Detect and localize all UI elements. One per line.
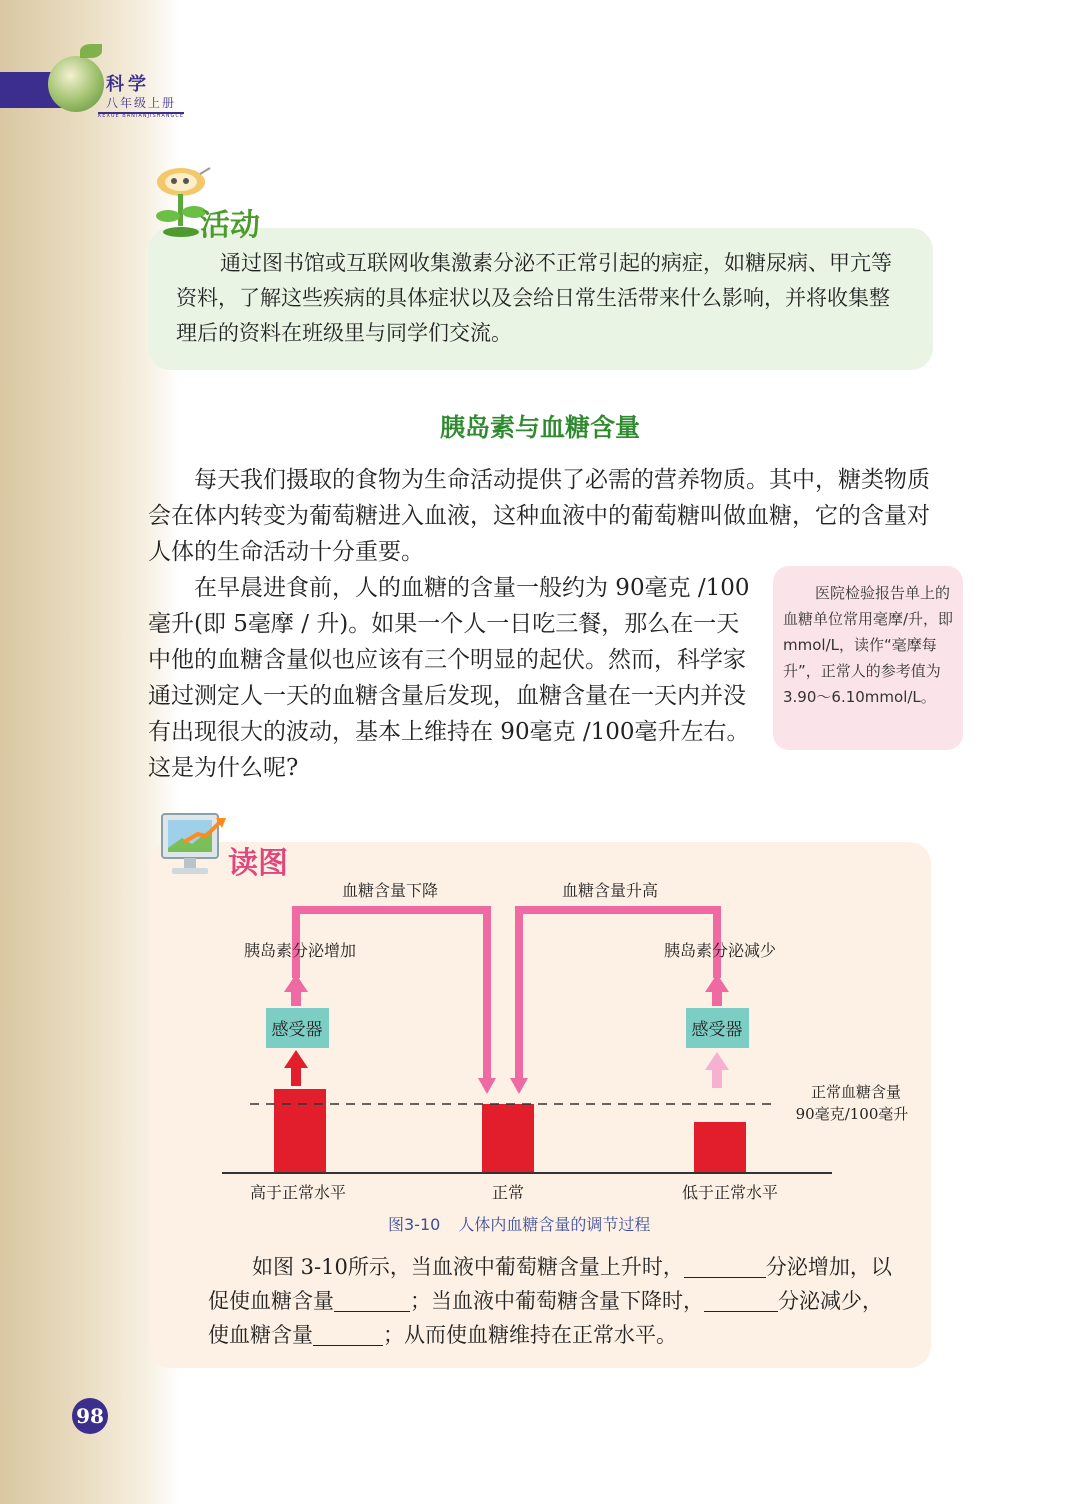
- figure-number: 图3-10: [388, 1215, 441, 1234]
- activity-title: 活动: [200, 208, 260, 243]
- question-part-1: 如图 3-10所示，当血液中葡萄糖含量上升时，: [252, 1255, 684, 1279]
- figure-caption: [388, 1212, 668, 1235]
- right-feedback-arrowhead: [510, 1078, 528, 1094]
- grade-label: 八年级上册: [98, 94, 184, 114]
- x-label-high: 高于正常水平: [249, 1183, 347, 1202]
- left-upper-arrow-shaft: [291, 990, 301, 1006]
- side-note-text: 医院检验报告单上的血糖单位常用毫摩/升，即mmol/L，读作“毫摩每升”，正常人的参考值为3.90～6.10mmol/L。: [783, 584, 954, 706]
- label-insulin-decrease: 胰岛素分泌减少: [663, 941, 777, 960]
- paragraph-1: 每天我们摄取的食物为生命活动提供了必需的营养物质。其中，糖类物质会在体内转变为葡萄糖进入血液，这种血液中的葡萄糖叫做血糖，它的含量对人体的生命活动十分重要。: [148, 467, 930, 565]
- right-lower-arrow-shaft: [712, 1068, 722, 1088]
- right-upper-arrow-head: [705, 974, 729, 992]
- left-lower-arrow-head: [284, 1050, 308, 1068]
- sensor-label-left: 感受器: [271, 1020, 323, 1040]
- reading-title: 读图: [228, 846, 288, 881]
- answer-blank-3[interactable]: [704, 1289, 778, 1312]
- label-normal-level-2: 90毫克/100毫升: [795, 1105, 909, 1123]
- right-upper-arrow-shaft: [712, 990, 722, 1006]
- subject-title: 科学: [106, 74, 150, 95]
- left-feedback-arrowhead: [478, 1078, 496, 1094]
- question-text: [208, 1250, 898, 1352]
- answer-blank-4[interactable]: [313, 1323, 383, 1346]
- x-label-normal: 正常: [491, 1183, 525, 1202]
- answer-blank-2[interactable]: [334, 1289, 410, 1312]
- left-lower-arrow-shaft: [291, 1066, 301, 1086]
- label-normal-level-1: 正常血糖含量: [810, 1083, 902, 1101]
- paragraph-2: 在早晨进食前，人的血糖的含量一般约为 90毫克 /100毫升(即 5毫摩 / 升)。如果一个人一日吃三餐，那么在一天中他的血糖含量似也应该有三个明显的起伏。然而，科学家通过测定人一天的血糖含量后发现，血糖含量在一天内并没有出现很大的波动，基本上维持在 90毫克 /100毫升左右。这是为什么呢?: [148, 575, 750, 781]
- question-part-2: 分泌增加，以促使血糖含量: [208, 1255, 892, 1313]
- activity-text: 通过图书馆或互联网收集激素分泌不正常引起的病症，如糖尿病、甲亢等资料，了解这些疾病的具体症状以及会给日常生活带来什么影响，并将收集整理后的资料在班级里与同学们交流。: [176, 251, 892, 345]
- label-sugar-decrease: 血糖含量下降: [341, 881, 439, 900]
- left-upper-arrow-head: [284, 974, 308, 992]
- right-feedback-arrow: [519, 910, 717, 1084]
- bar-high: [274, 1089, 326, 1173]
- answer-blank-1[interactable]: [684, 1255, 766, 1278]
- grade-pinyin: KEXUE BANIANJISHANGCE: [98, 113, 185, 119]
- section-title: 胰岛素与血糖含量: [439, 413, 640, 442]
- bar-low: [694, 1122, 746, 1173]
- page-number: 98: [72, 1398, 108, 1434]
- sensor-label-right: 感受器: [691, 1020, 743, 1040]
- left-feedback-arrow: [296, 910, 487, 1084]
- label-insulin-increase: 胰岛素分泌增加: [243, 941, 357, 960]
- bar-normal: [482, 1104, 534, 1173]
- right-lower-arrow-head: [705, 1052, 729, 1070]
- question-part-4: 分泌减少，使血糖含量: [208, 1289, 883, 1347]
- figure-title: 人体内血糖含量的调节过程: [458, 1215, 651, 1234]
- label-sugar-increase: 血糖含量升高: [561, 881, 659, 900]
- question-part-5: ；从而使血糖维持在正常水平。: [383, 1323, 677, 1347]
- question-part-3: ；当血液中葡萄糖含量下降时，: [410, 1289, 704, 1313]
- x-label-low: 低于正常水平: [681, 1183, 779, 1202]
